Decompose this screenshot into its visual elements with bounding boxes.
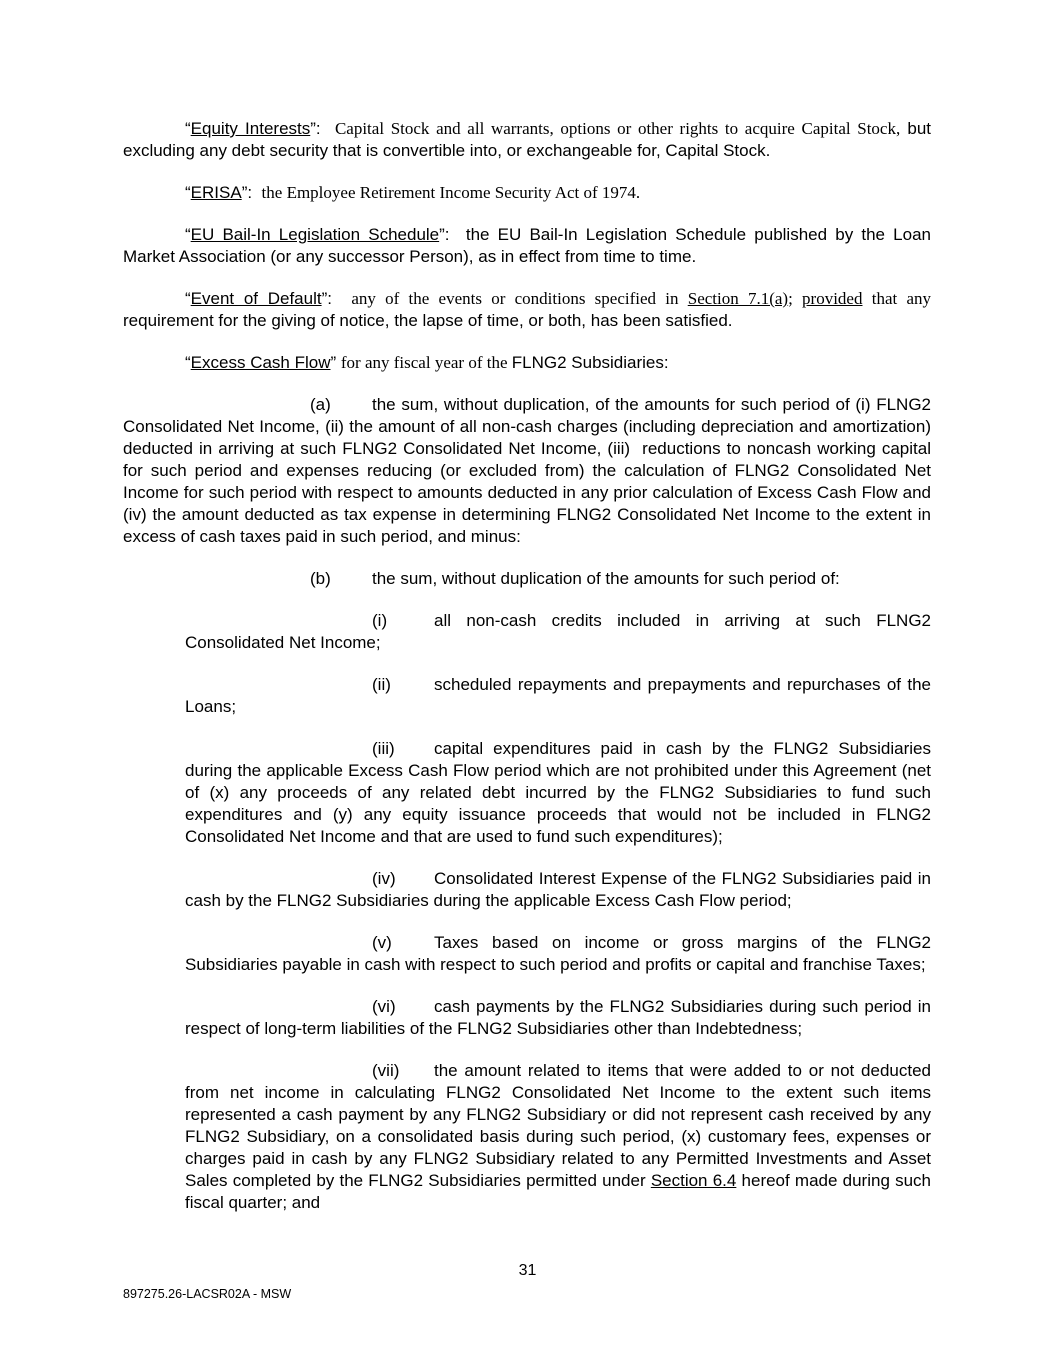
text-run: “: [185, 225, 191, 244]
text-run: Taxes based on income or gross margins of the FLNG2 Subsidiaries payable in cash with respect to such period and profits or capital and franchise Taxes;: [185, 933, 931, 974]
text-run: ”:: [241, 183, 262, 202]
text-run: the sum, without duplication of the amounts for such period of:: [372, 569, 840, 588]
text-run: Section 6.4: [650, 1171, 737, 1190]
text-run: the EU Bail-In Legislation Schedule published by the Loan Market Association (or any successor Person), as in effect from time to time.: [123, 225, 931, 266]
paragraph: [185, 1060, 931, 1214]
text-run: cash payments by the FLNG2 Subsidiaries during such period in respect of long-term liabilities of the FLNG2 Subsidiaries other than Indebtedness;: [185, 997, 931, 1038]
paragraph: [185, 674, 931, 718]
text-run: any of the events or conditions specified in: [351, 289, 688, 308]
document-content: [123, 118, 931, 1214]
text-run: ”:: [439, 225, 466, 244]
text-run: ”:: [310, 119, 335, 138]
text-run: ERISA: [190, 183, 242, 202]
paragraph-label: (vii): [372, 1061, 400, 1080]
text-run: “: [185, 119, 191, 138]
text-run: “: [185, 289, 191, 308]
paragraph: [123, 182, 931, 204]
text-run: the Employee Retirement Income Security Act of 1974.: [261, 183, 641, 202]
text-run: “: [185, 353, 191, 372]
text-run: Capital Stock and all warrants, options or other rights to acquire Capital Stock,: [334, 119, 901, 138]
text-run: ”: [330, 353, 341, 372]
text-run: “: [185, 183, 191, 202]
text-run: the sum, without duplication, of the amounts for such period of (i) FLNG2 Consolidated Net Income, (ii) the amount of all non-cash charges (including depreciation and amortization) deducted in arriving at such FLNG2 Consolidated Net Income, (iii) reductions to noncash working capital for such period and expenses reducing (or excluded from) the calculation of FLNG2 Consolidated Net Income for such period with respect to amounts deducted in any prior calculation of Excess Cash Flow and (iv) the amount deducted as tax expense in determining FLNG2 Consolidated Net Income to the extent in excess of cash taxes paid in such period, and minus:: [123, 395, 931, 546]
paragraph-label: (vi): [372, 997, 396, 1016]
text-run: all non-cash credits included in arriving at such FLNG2 Consolidated Net Income;: [185, 611, 931, 652]
paragraph: [123, 224, 931, 268]
text-run: EU Bail-In Legislation Schedule: [190, 225, 440, 244]
text-run: capital expenditures paid in cash by the FLNG2 Subsidiaries during the applicable Excess Cash Flow period which are not prohibited under this Agreement (net of (x) any proceeds of any related debt incurred by the FLNG2 Subsidiaries to fund such expenditures and (y) any equity issuance proceeds that would not be included in FLNG2 Consolidated Net Income and that are used to fund such expenditures);: [185, 739, 931, 846]
text-run: Event of Default: [190, 289, 322, 308]
text-run: Consolidated Interest Expense of the FLNG2 Subsidiaries paid in cash by the FLNG2 Subsidiaries during the applicable Excess Cash Flow period;: [185, 869, 931, 910]
text-run: requirement for the giving of notice, the lapse of time, or both, has been satisfied.: [123, 311, 733, 330]
paragraph-label: (a): [310, 395, 331, 414]
text-run: that any: [862, 289, 931, 308]
paragraph: [185, 868, 931, 912]
paragraph-label: (i): [372, 611, 388, 630]
paragraph: [123, 288, 931, 332]
text-run: Equity Interests: [190, 119, 311, 138]
text-run: but excluding any debt security that is convertible into, or exchangeable for, Capital Stock.: [123, 119, 932, 160]
paragraph-label: (iv): [372, 869, 396, 888]
paragraph: [123, 394, 931, 548]
text-run: the amount related to items that were added to or not deducted from net income in calculating FLNG2 Consolidated Net Income to the extent such items represented a cash payment by any FLNG2 Subsidiary or did not represent cash received by any FLNG2 Subsidiary, on a consolidated basis during such period, (x) customary fees, expenses or charges paid in cash by any FLNG2 Subsidiary related to any Permitted Investments and Asset Sales completed by the FLNG2 Subsidiaries permitted under: [185, 1061, 931, 1190]
text-run: FLNG2 Subsidiaries:: [511, 353, 669, 372]
paragraph: [185, 610, 931, 654]
text-run: scheduled repayments and prepayments and repurchases of the Loans;: [185, 675, 931, 716]
page-number: 31: [518, 1262, 537, 1279]
paragraph-label: (b): [310, 569, 331, 588]
paragraph-label: (ii): [372, 675, 391, 694]
paragraph-label: (v): [372, 933, 392, 952]
paragraph: [123, 352, 931, 374]
text-run: for any fiscal year of the: [340, 353, 512, 372]
text-run: provided: [802, 289, 863, 308]
paragraph: [123, 568, 931, 590]
text-run: ;: [788, 289, 803, 308]
text-run: hereof made during such fiscal quarter; and: [185, 1171, 931, 1212]
paragraph: [185, 996, 931, 1040]
text-run: Section 7.1(a): [687, 289, 789, 308]
paragraph: [185, 932, 931, 976]
paragraph: [123, 118, 931, 162]
paragraph-label: (iii): [372, 739, 395, 758]
document-id: 897275.26-LACSR02A - MSW: [123, 1287, 292, 1301]
paragraph: [185, 738, 931, 848]
text-run: ”:: [321, 289, 352, 308]
text-run: Excess Cash Flow: [190, 353, 331, 372]
